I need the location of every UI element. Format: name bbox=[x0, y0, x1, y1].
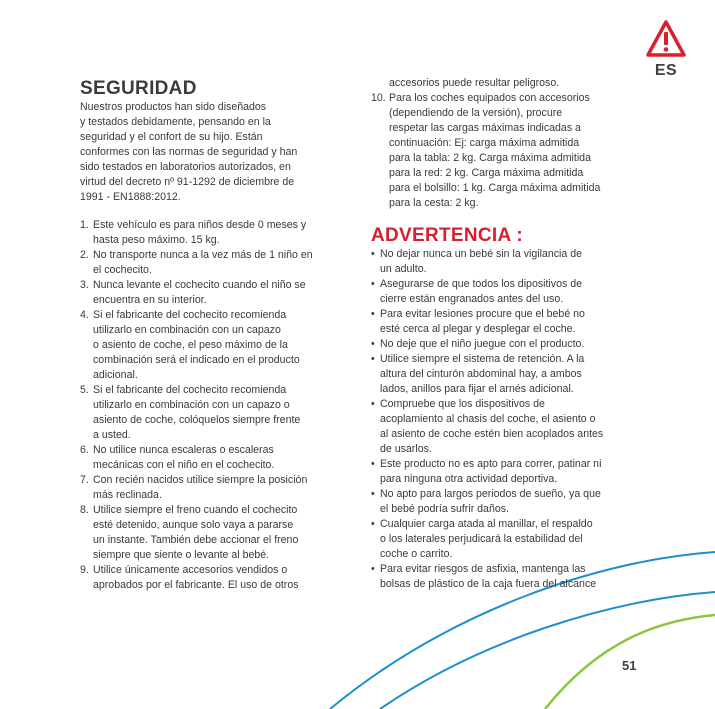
item-number: 5. bbox=[80, 384, 89, 396]
advertencia-heading: ADVERTENCIA : bbox=[371, 225, 524, 246]
item-number: 10. bbox=[371, 92, 386, 104]
list-item bbox=[80, 308, 350, 383]
item-text: Con recién nacidos utilice siempre la posición más reclinada. bbox=[93, 474, 308, 501]
bullet: • bbox=[371, 488, 375, 500]
list-item bbox=[371, 352, 643, 397]
list-item bbox=[371, 277, 643, 307]
bullet: • bbox=[371, 338, 375, 350]
blue-curve-inner bbox=[380, 592, 715, 709]
item-text: Para evitar riesgos de asfixia, mantenga las bolsas de plástico de la caja fuera del alcance bbox=[380, 563, 597, 590]
item-text: Este vehículo es para niños desde 0 meses y hasta peso máximo. 15 kg. bbox=[93, 219, 307, 246]
bullet: • bbox=[371, 458, 375, 470]
item-text: Utilice siempre el sistema de retención. A la altura del cinturón abdominal hay, a ambos lados, anillos para fijar el arnés adicional. bbox=[380, 353, 585, 395]
item-text: Cualquier carga atada al manillar, el respaldo o los laterales perjudicará la estabilidad del coche o carrito. bbox=[380, 518, 593, 560]
warning-triangle-icon bbox=[646, 20, 686, 58]
list-item bbox=[80, 443, 350, 473]
list-item bbox=[371, 397, 643, 457]
bullet: • bbox=[371, 353, 375, 365]
left-column bbox=[80, 78, 350, 593]
list-item bbox=[80, 383, 350, 443]
advertencia-list bbox=[371, 247, 643, 592]
item-number: 9. bbox=[80, 564, 89, 576]
bullet: • bbox=[371, 563, 375, 575]
list-item bbox=[80, 473, 350, 503]
language-indicator bbox=[636, 20, 696, 80]
seguridad-heading: SEGURIDAD bbox=[80, 78, 197, 99]
list-item bbox=[371, 247, 643, 277]
bullet: • bbox=[371, 398, 375, 410]
item-text: Utilice siempre el freno cuando el cochecito esté detenido, aunque solo vaya a pararse un instante. También debe accionar el freno siempre que siente o levante al bebé. bbox=[93, 504, 299, 561]
item-number: 8. bbox=[80, 504, 89, 516]
right-column bbox=[371, 76, 643, 592]
item-text: Para evitar lesiones procure que el bebé no esté cerca al plegar y desplegar el coche. bbox=[380, 308, 585, 335]
list-item bbox=[371, 517, 643, 562]
bullet: • bbox=[371, 248, 375, 260]
item-number: 2. bbox=[80, 249, 89, 261]
item-text: Para los coches equipados con accesorios (dependiendo de la versión), procure respetar las cargas máximas indicadas a continuación: Ej: carga máxima admitida para la tabla: 2 kg. Carga máxima admitida para la red: 2 kg. Carga máxima admitida para el bolsillo: 1 kg. Carga máxima admitida para la cesta: 2 kg. bbox=[389, 92, 601, 209]
item-number: 7. bbox=[80, 474, 89, 486]
bullet: • bbox=[371, 518, 375, 530]
item-text: Compruebe que los dispositivos de acoplamiento al chasis del coche, el asiento o al asiento de coche estén bien acoplados antes de usarlos. bbox=[380, 398, 604, 455]
item-text: No dejar nunca un bebé sin la vigilancia de un adulto. bbox=[380, 248, 583, 275]
list-item bbox=[80, 563, 350, 593]
list-item bbox=[371, 337, 643, 352]
item-text: No transporte nunca a la vez más de 1 niño en el cochecito. bbox=[93, 249, 313, 276]
list-item bbox=[80, 503, 350, 563]
item-text: No apto para largos periodos de sueño, ya que el bebé podría sufrir daños. bbox=[380, 488, 601, 515]
item-text: Nunca levante el cochecito cuando el niño se encuentra en su interior. bbox=[93, 279, 306, 306]
list-item bbox=[371, 307, 643, 337]
item-text: Si el fabricante del cochecito recomienda utilizarlo en combinación con un capazo o asiento de coche, colóquelos siempre frente a usted. bbox=[93, 384, 301, 441]
list-item bbox=[80, 278, 350, 308]
page-number: 51 bbox=[622, 658, 637, 673]
bullet: • bbox=[371, 278, 375, 290]
item-text: No utilice nunca escaleras o escaleras mecánicas con el niño en el cochecito. bbox=[93, 444, 275, 471]
item-text: Asegurarse de que todos los dipositivos de cierre están engranados antes del uso. bbox=[380, 278, 582, 305]
list-item bbox=[80, 248, 350, 278]
item-number: 3. bbox=[80, 279, 89, 291]
item-text: Si el fabricante del cochecito recomienda utilizarlo en combinación con un capazo o asiento de coche, el peso máximo de la combinación será el indicado en el producto adicional. bbox=[93, 309, 300, 381]
list-item bbox=[371, 457, 643, 487]
item-number: 4. bbox=[80, 309, 89, 321]
seguridad-list bbox=[80, 218, 350, 593]
seguridad-list-continued bbox=[371, 91, 643, 211]
item-text: Utilice únicamente accesorios vendidos o aprobados por el fabricante. El uso de otros bbox=[93, 564, 299, 591]
list-item bbox=[371, 562, 643, 592]
item-number: 1. bbox=[80, 219, 89, 231]
item-text: Este producto no es apto para correr, patinar ni para ninguna otra actividad deportiva. bbox=[380, 458, 602, 485]
item-text: No deje que el niño juegue con el producto. bbox=[380, 338, 585, 350]
language-code: ES bbox=[654, 62, 678, 79]
item-9-continuation: accesorios puede resultar peligroso. bbox=[389, 77, 560, 89]
item-number: 6. bbox=[80, 444, 89, 456]
seguridad-intro: Nuestros productos han sido diseñados y testados debidamente, pensando en la seguridad y el confort de su hijo. Están conformes con las normas de seguridad y han sido testados en laboratorios autorizados, en virtud del decreto nº 91-1292 de diciembre de 1991 - EN1888:2012. bbox=[80, 101, 298, 203]
list-item bbox=[371, 91, 643, 211]
list-item bbox=[371, 487, 643, 517]
list-item bbox=[80, 218, 350, 248]
bullet: • bbox=[371, 308, 375, 320]
